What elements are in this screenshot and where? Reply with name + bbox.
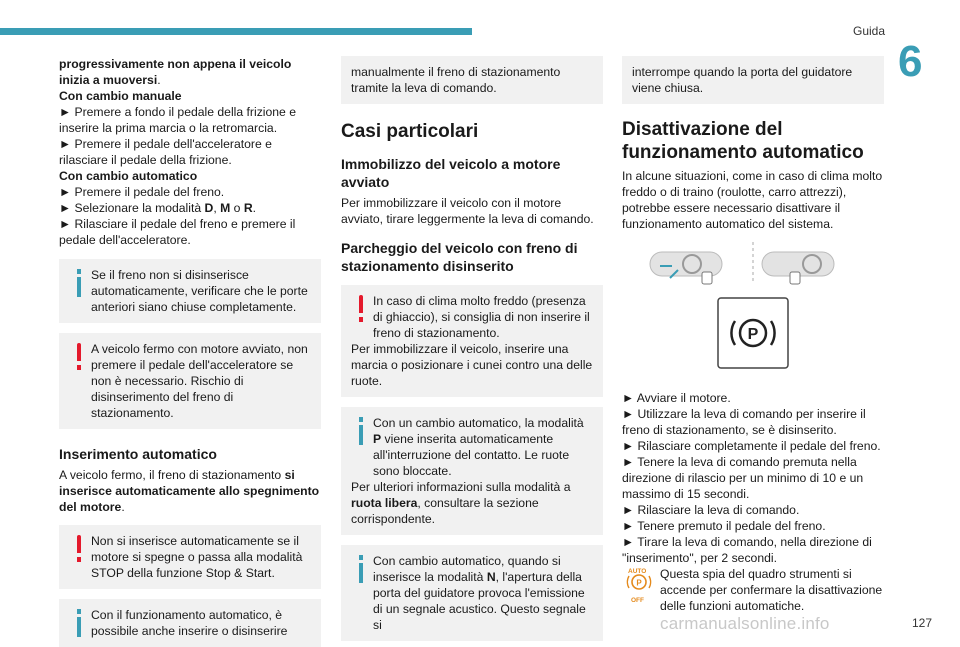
warning-note-cold: In caso di clima molto freddo (presenza di ghiaccio), si consiglia di non inserire il freno di stazionamento. Per immobilizzare il veicolo, inserire una marcia o posizionare i cunei contro una delle ruote. [341, 285, 603, 397]
step: ► Tirare la leva di comando, nella direzione di "inserimento", per 2 secondi. [622, 535, 872, 565]
step: ► Rilasciare completamente il pedale del freno. [622, 439, 881, 453]
auto-heading: Con cambio automatico [59, 169, 198, 183]
deactivation-heading: Disattivazione del funzionamento automatico [622, 119, 864, 163]
note-continued: interrompe quando la porta del guidatore viene chiusa. [622, 56, 884, 104]
column-1 [59, 56, 321, 647]
info-icon [356, 417, 366, 447]
step: ► Rilasciare la leva di comando. [622, 503, 800, 517]
intro-text: progressivamente non appena il veicolo inizia a muoversi. [59, 57, 292, 87]
step: ► Tenere premuto il pedale del freno. [622, 519, 826, 533]
parking-brake-diagram [622, 240, 884, 390]
info-icon [74, 269, 84, 299]
header-accent-bar [0, 28, 472, 35]
info-note-mode-p: Con un cambio automatico, la modalità P viene inserita automaticamente all'interruzione del contatto. Le ruote sono bloccate. Per ulteriori informazioni sulla modalità a ruota libera, consultare la sezione corrispondente. [341, 407, 603, 535]
immobilise-text: Per immobilizzare il veicolo con il motore avviato, tirare leggermente la leva di comando. [341, 196, 594, 226]
info-note-doors: Se il freno non si disinserisce automaticamente, verificare che le porte anteriori siano chiuse completamente. [59, 259, 321, 323]
note-continued: manualmente il freno di stazionamento tramite la leva di comando. [341, 56, 603, 104]
step: ► Tenere la leva di comando premuta nella direzione di rilascio per un minimo di 10 e un massimo di 15 secondi. [622, 455, 864, 501]
auto-off-lamp-icon: P AUTO OFF [622, 567, 656, 601]
deactivation-steps [622, 390, 884, 566]
auto-step-2: ► Selezionare la modalità D, M o R. [59, 201, 257, 215]
warning-lamp-row [622, 566, 884, 614]
warning-icon [356, 295, 366, 325]
column-2 [341, 56, 603, 641]
warning-icon [74, 535, 84, 565]
auto-apply-text: A veicolo fermo, il freno di stazionamento si inserisce automaticamente allo spegnimento del motore. [59, 468, 320, 514]
info-icon [356, 555, 366, 585]
manual-step-2: ► Premere il pedale dell'acceleratore e rilasciare il pedale della frizione. [59, 137, 272, 167]
page-number: 127 [911, 616, 932, 630]
column-3 [622, 56, 884, 614]
manual-step-1: ► Premere a fondo il pedale della frizione e inserire la prima marcia o la retromarcia. [59, 105, 296, 135]
watermark: carmanualsonline.info [660, 614, 830, 633]
parking-heading: Parcheggio del veicolo con freno di stazionamento disinserito [341, 240, 578, 274]
svg-text:P: P [747, 326, 759, 343]
special-cases-heading: Casi particolari [341, 121, 479, 142]
immobilise-heading: Immobilizzo del veicolo a motore avviato [341, 156, 561, 190]
step: ► Utilizzare la leva di comando per inserire il freno di stazionamento, se è disinserito. [622, 407, 866, 437]
lamp-description: Questa spia del quadro strumenti si accende per confermare la disattivazione delle funzioni automatiche. [660, 567, 883, 613]
chapter-number: 6 [898, 37, 923, 86]
info-icon [74, 609, 84, 639]
info-note-manual-override: Con il funzionamento automatico, è possibile anche inserire o disinserire [59, 599, 321, 647]
manual-heading: Con cambio manuale [59, 89, 182, 103]
warning-note-accelerator: A veicolo fermo con motore avviato, non premere il pedale dell'acceleratore se non è necessario. Rischio di disinserimento del freno di stazionamento. [59, 333, 321, 429]
step: ► Avviare il motore. [622, 391, 731, 405]
deactivation-text: In alcune situazioni, come in caso di clima molto freddo o di traino (roulotte, carro attrezzi), potrebbe essere necessario disattivare il funzionamento automatico del sistema. [622, 169, 883, 231]
auto-step-3: ► Rilasciare il pedale del freno e premere il pedale dell'acceleratore. [59, 217, 296, 247]
svg-text:P: P [636, 578, 642, 588]
warning-icon [74, 343, 84, 373]
auto-step-1: ► Premere il pedale del freno. [59, 185, 225, 199]
brake-lever-illustration [622, 240, 884, 390]
auto-apply-heading: Inserimento automatico [59, 446, 217, 462]
info-note-mode-n: Con cambio automatico, quando si inserisce la modalità N, l'apertura della porta del guidatore provoca l'emissione di un segnale acustico. Questo segnale si [341, 545, 603, 641]
warning-note-stop-start: Non si inserisce automaticamente se il motore si spegne o passa alla modalità STOP della funzione Stop & Start. [59, 525, 321, 589]
section-title: Guida [853, 24, 886, 38]
